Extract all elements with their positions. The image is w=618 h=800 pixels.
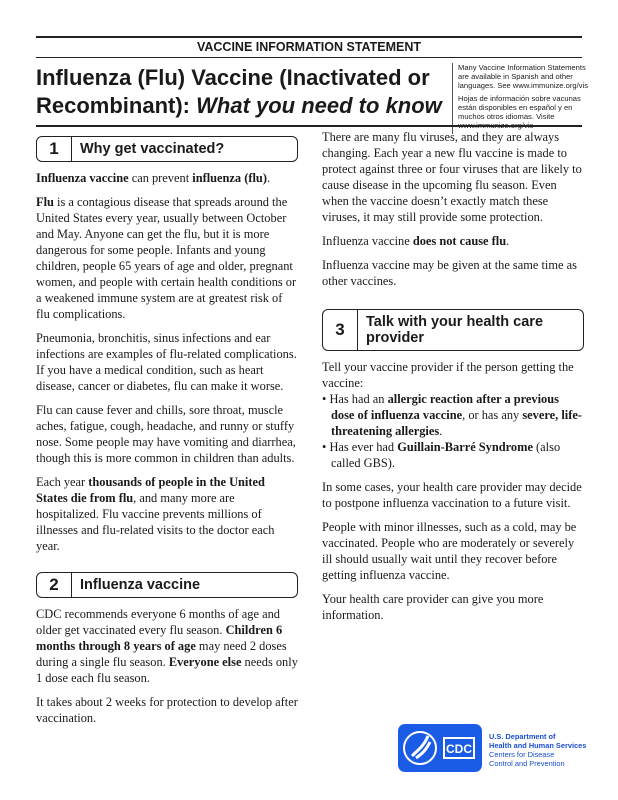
section-2-header [36,572,298,598]
agency-name: U.S. Department of Health and Human Services Centers for Disease Control and Prevention [489,732,587,768]
language-note [452,63,588,134]
section-number: 3 [323,310,358,350]
section-title: Why get vaccinated? [80,141,225,157]
section-title: Influenza vaccine [80,577,201,593]
header-rule [36,57,582,58]
title-main: Influenza (Flu) Vaccine (Inactivated or Recombinant): [36,65,430,118]
section-1-header [36,136,298,162]
section-title: Talk with your health care provider [366,314,544,346]
section-number: 2 [37,573,72,597]
paragraph: There are many flu viruses, and they are always changing. Each year a new flu vaccine is made to protect against three or four viruses that are likely to cause disease in the upcoming flu season. Even when the vaccine doesn’t exactly match these viruses, it may still provide some protection. [322,130,582,224]
paragraph: It takes about 2 weeks for protection to develop after vaccination. [36,695,298,725]
list-item: • Has ever had Guillain-Barré Syndrome (also called GBS). [322,439,584,471]
paragraph: Pneumonia, bronchitis, sinus infections and ear infections are examples of flu-related complications. If you have a medical condition, such as heart disease, cancer or diabetes, flu can make it worse. [36,331,297,393]
paragraph: CDC recommends everyone 6 months of age and older get vaccinated every flu season. Children 6 months through 8 years of age may need 2 doses during a single flu season. Everyone else needs only 1 dose each flu season. [36,607,298,685]
paragraph: Your health care provider can give you more information. [322,592,544,622]
cdc-logo-text: CDC [446,742,472,756]
paragraph: Tell your vaccine provider if the person getting the vaccine: [322,360,574,390]
paragraph: Influenza vaccine can prevent influenza (flu). [36,171,271,185]
top-rule [36,36,582,38]
list-item: • Has had an allergic reaction after a previous dose of influenza vaccine, or has any severe, life-threatening allergies. [322,391,584,439]
paragraph: In some cases, your health care provider may decide to postpone influenza vaccination to a future visit. [322,480,582,510]
right-column [322,129,584,631]
page-title [36,64,448,120]
section-number: 1 [37,137,72,161]
language-note-spanish: Hojas de información sobre vacunas están disponibles en español y en muchos otros idiomas. Visite [458,94,581,121]
paragraph: Influenza vaccine may be given at the same time as other vaccines. [322,258,577,288]
section-3-header [322,309,584,351]
hhs-eagle-icon [398,724,482,772]
hhs-cdc-logo [398,724,482,772]
left-column [36,122,298,734]
language-note-english: Many Vaccine Information Statements are available in Spanish and other languages. See www.immunize.org/vis [458,63,588,90]
paragraph: People with minor illnesses, such as a cold, may be vaccinated. People who are moderately or severely ill should usually wait until they recover before getting influenza vaccine. [322,520,577,582]
paragraph: Each year thousands of people in the United States die from flu, and many more are hospitalized. Flu vaccine prevents millions of illnesses and flu-related visits to the doctor each year. [36,475,275,553]
title-subtitle: What you need to know [196,93,442,118]
bullet-list [322,391,584,471]
paragraph: Flu is a contagious disease that spreads around the United States every year, usually between October and May. Anyone can get the flu, but it is more dangerous for some people. Infants and young children, people 65 years of age and older, pregnant women, and people with certain health conditions or a weakened immune system are at greatest risk of flu complications. [36,195,297,321]
paragraph: Influenza vaccine does not cause flu. [322,234,510,248]
document-label: VACCINE INFORMATION STATEMENT [196,40,422,54]
paragraph: Flu can cause fever and chills, sore throat, muscle aches, fatigue, cough, headache, and runny or stuffy nose. Some people may have vomiting and diarrhea, though this is more common in children than adults. [36,403,296,465]
